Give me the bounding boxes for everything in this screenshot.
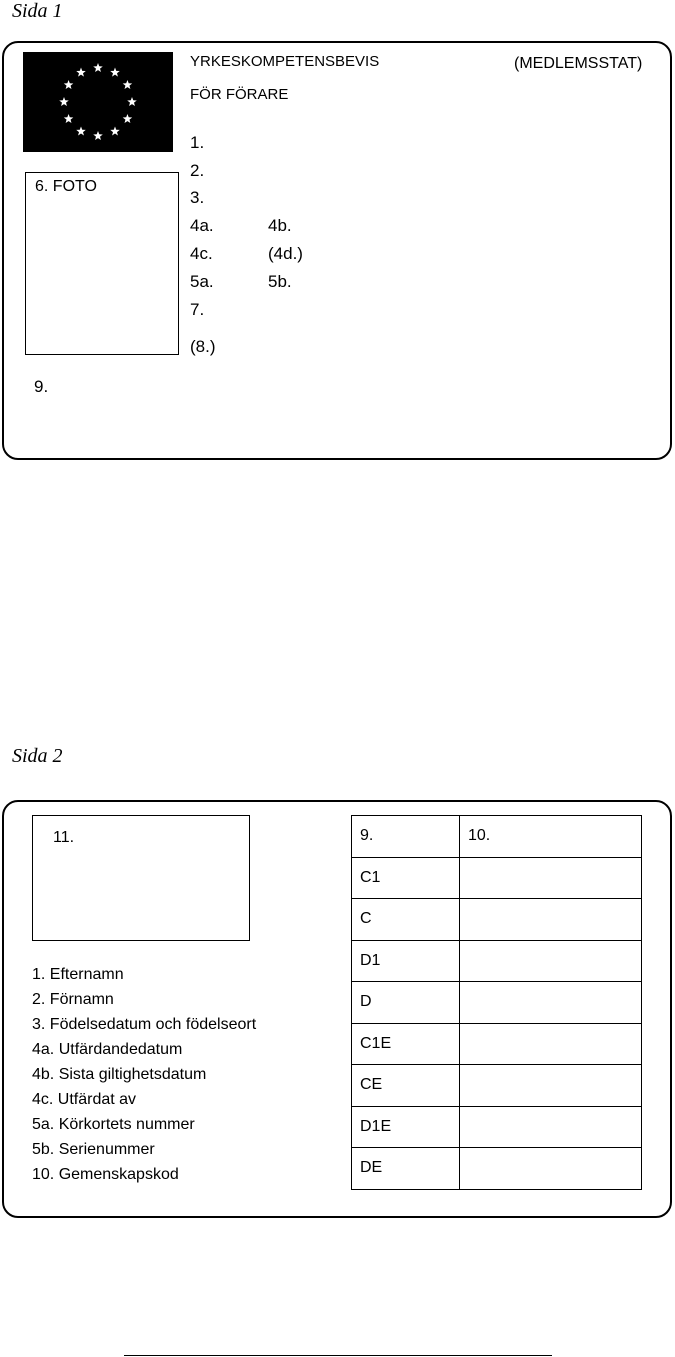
category-cell: C1E <box>352 1023 460 1065</box>
field-8: (8.) <box>190 337 216 356</box>
field-9: 9. <box>34 377 49 396</box>
legend-item: 4c. Utfärdat av <box>32 1091 137 1108</box>
table-header-row <box>352 816 642 858</box>
footnote-rule <box>124 1355 552 1356</box>
page-label-1: Sida 1 <box>12 0 63 22</box>
legend-item: 3. Födelsedatum och födelseort <box>32 1016 257 1033</box>
code-cell <box>460 899 642 941</box>
field-5b: 5b. <box>268 272 292 291</box>
table-row <box>352 857 642 899</box>
category-cell: C <box>352 899 460 941</box>
category-cell: D1 <box>352 940 460 982</box>
box-11 <box>32 815 250 941</box>
star-icon <box>76 126 86 135</box>
star-icon <box>59 97 69 106</box>
header-9: 9. <box>352 816 460 858</box>
category-cell: CE <box>352 1065 460 1107</box>
field-4d: (4d.) <box>268 244 303 263</box>
star-icon <box>76 68 86 77</box>
star-icon <box>93 63 103 72</box>
code-cell <box>460 857 642 899</box>
member-state: (MEDLEMSSTAT) <box>514 55 643 72</box>
field-4b: 4b. <box>268 216 292 235</box>
code-cell <box>460 1106 642 1148</box>
table-row <box>352 899 642 941</box>
page-label-2: Sida 2 <box>12 745 63 767</box>
star-icon <box>110 126 120 135</box>
photo-label: 6. FOTO <box>35 178 97 195</box>
card-title-line2: FÖR FÖRARE <box>190 86 289 103</box>
star-icon <box>110 68 120 77</box>
category-cell: D <box>352 982 460 1024</box>
field-4c: 4c. <box>190 244 213 263</box>
field-2: 2. <box>190 161 205 180</box>
star-icon <box>93 131 103 140</box>
field-1: 1. <box>190 133 205 152</box>
category-table <box>351 815 642 1190</box>
table-row <box>352 982 642 1024</box>
star-icon <box>64 80 74 89</box>
field-3: 3. <box>190 188 205 207</box>
table-row <box>352 940 642 982</box>
legend-item: 4a. Utfärdandedatum <box>32 1041 183 1058</box>
category-cell: DE <box>352 1148 460 1190</box>
eu-stars-icon <box>23 52 173 152</box>
field-4a: 4a. <box>190 216 214 235</box>
code-cell <box>460 1148 642 1190</box>
table-row <box>352 1106 642 1148</box>
field-5a: 5a. <box>190 272 214 291</box>
legend-item: 2. Förnamn <box>32 991 114 1008</box>
table-row <box>352 1023 642 1065</box>
code-cell <box>460 1065 642 1107</box>
category-cell: C1 <box>352 857 460 899</box>
code-cell <box>460 940 642 982</box>
card-title-line1: YRKESKOMPETENSBEVIS <box>190 53 380 70</box>
box-11-label: 11. <box>53 829 75 846</box>
category-cell: D1E <box>352 1106 460 1148</box>
legend-item: 5a. Körkortets nummer <box>32 1116 195 1133</box>
legend-item: 4b. Sista giltighetsdatum <box>32 1066 207 1083</box>
table-row <box>352 1065 642 1107</box>
star-icon <box>123 80 133 89</box>
legend-item: 10. Gemenskapskod <box>32 1166 179 1183</box>
field-7: 7. <box>190 300 205 319</box>
photo-box <box>25 172 179 355</box>
table-row <box>352 1148 642 1190</box>
legend-item: 5b. Serienummer <box>32 1141 155 1158</box>
code-cell <box>460 1023 642 1065</box>
star-icon <box>64 114 74 123</box>
header-10: 10. <box>460 816 642 858</box>
star-icon <box>127 97 137 106</box>
star-icon <box>123 114 133 123</box>
code-cell <box>460 982 642 1024</box>
eu-flag <box>23 52 173 152</box>
legend-item: 1. Efternamn <box>32 966 124 983</box>
